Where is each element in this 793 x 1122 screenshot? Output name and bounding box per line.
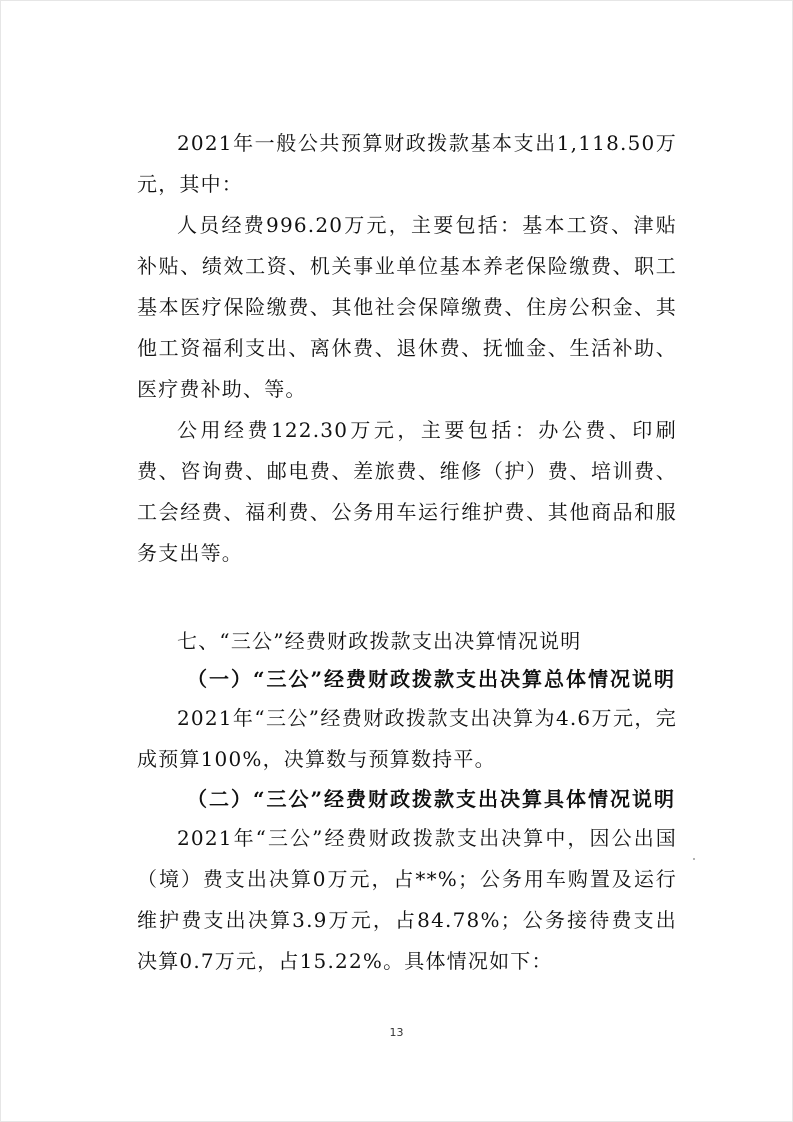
basic-expenditure-paragraph: 2021年一般公共预算财政拨款基本支出1,118.50万元，其中： — [137, 131, 677, 196]
page-number: 13 — [389, 1026, 404, 1039]
document-body — [137, 123, 677, 982]
subsection-2-body: 2021年“三公”经费财政拨款支出决算中，因公出国（境）费支出决算0万元，占**%；公务用车购置及运行维护费支出决算3.9万元，占84.78%；公务接待费支出决算0.7万元，占15.22%。具体情况如下： — [137, 826, 677, 973]
personnel-expense-paragraph: 人员经费996.20万元，主要包括：基本工资、津贴补贴、绩效工资、机关事业单位基本养老保险缴费、职工基本医疗保险缴费、其他社会保障缴费、住房公积金、其他工资福利支出、离休费、退休费、抚恤金、生活补助、医疗费补助、等。 — [137, 213, 677, 401]
section-spacer — [137, 574, 677, 622]
public-expense-paragraph: 公用经费122.30万元，主要包括：办公费、印刷费、咨询费、邮电费、差旅费、维修（护）费、培训费、工会经费、福利费、公务用车运行维护费、其他商品和服务支出等。 — [137, 418, 677, 565]
section-heading: 七、“三公”经费财政拨款支出决算情况说明 — [177, 629, 582, 653]
subsection-1-body: 2021年“三公”经费财政拨款支出决算为4.6万元，完成预算100%，决算数与预算数持平。 — [137, 706, 677, 771]
subsection-2-heading: （二）“三公”经费财政拨款支出决算具体情况说明 — [187, 787, 677, 811]
subsection-1-heading: （一）“三公”经费财政拨款支出决算总体情况说明 — [187, 667, 677, 691]
scan-speck — [693, 858, 695, 860]
